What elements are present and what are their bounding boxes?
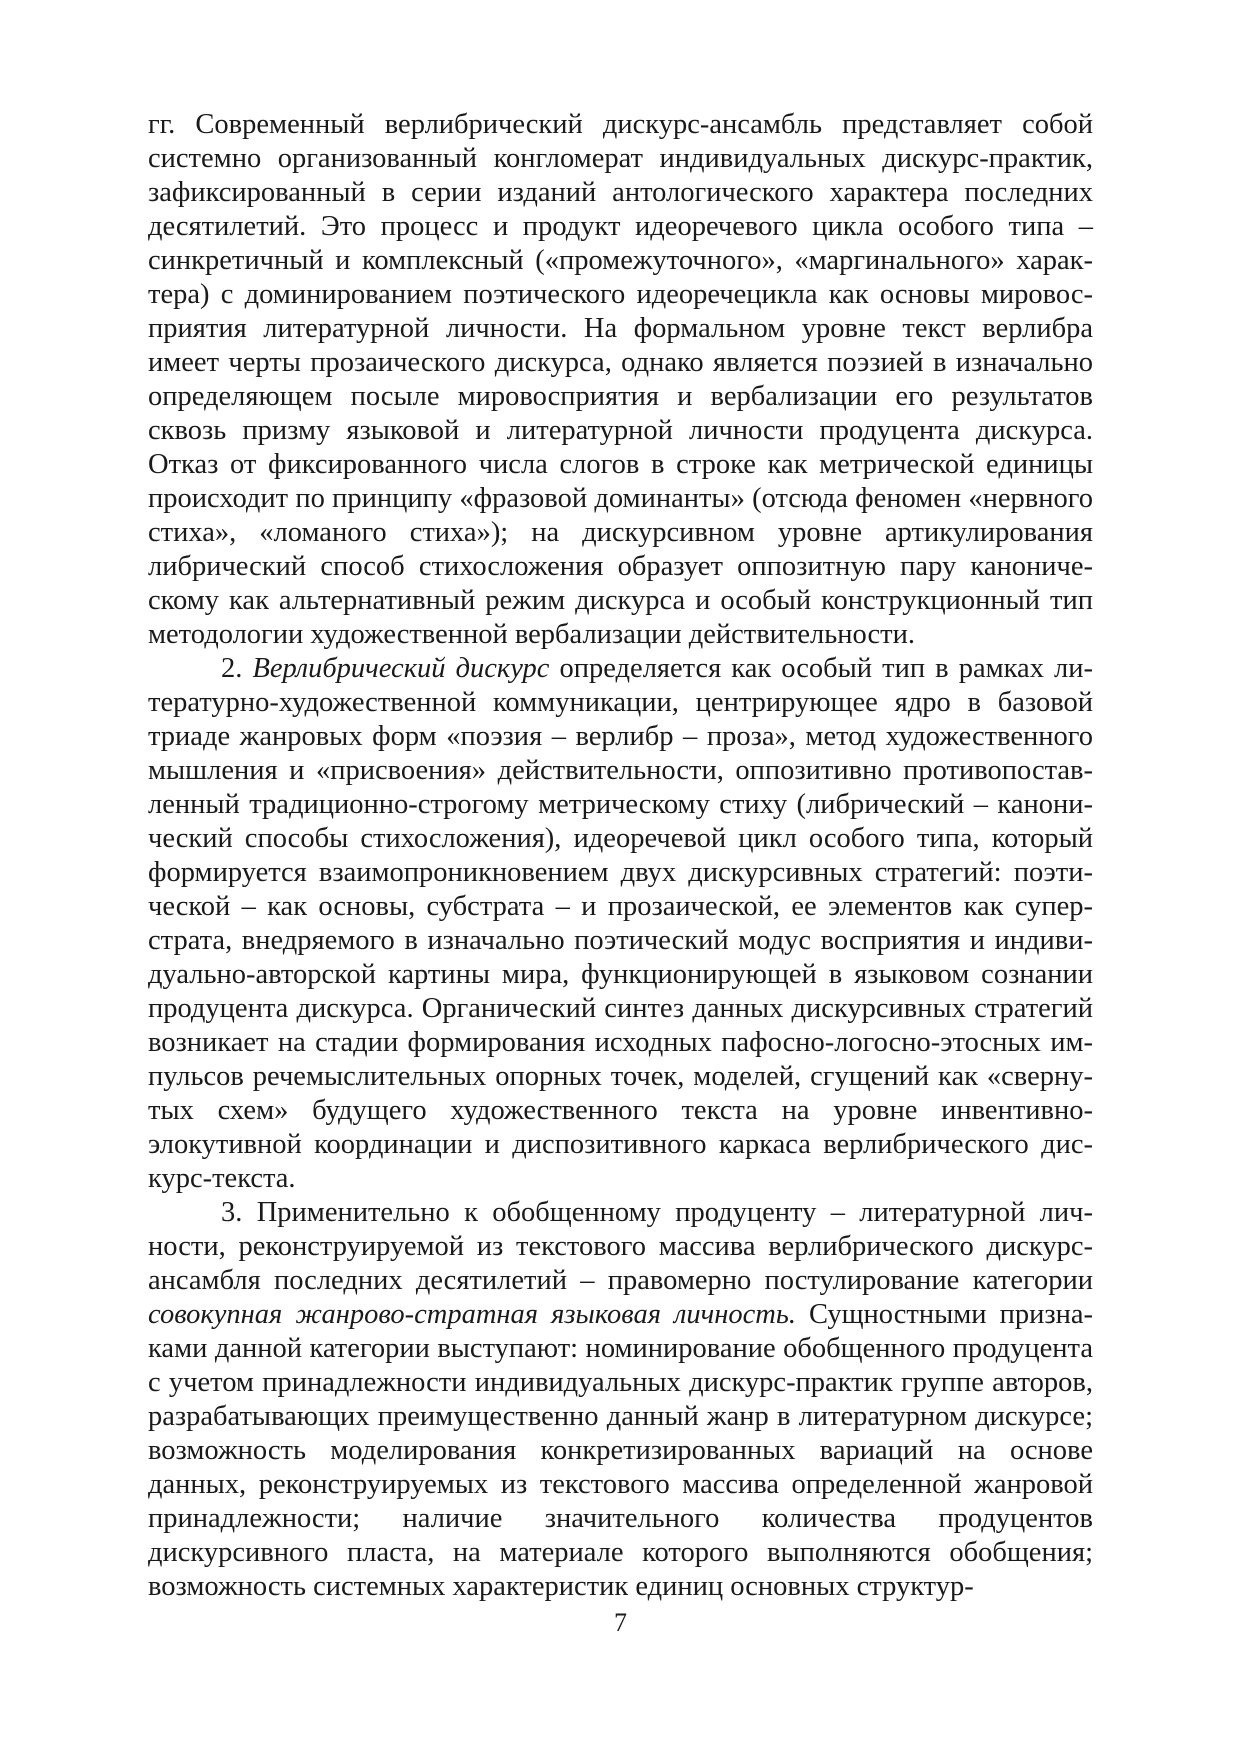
paragraph-2-number: 2. (221, 653, 253, 684)
paragraph-1 (148, 108, 1093, 652)
paragraph-2-text: определяется как особый тип в рамках литературно-художественной коммуникации, центрирующее ядро в базовой триаде жанровых форм «поэзия – верлибр – проза», метод художественного мышления и «присвоения» действительности, оппозитивно противопоставленный традиционно-строгому метрическому стиху (либрический – канонический способы стихосложения), идеоречевой цикл особого типа, который формируется взаимопроникновением двух дискурсивных стратегий: поэтической – как основы, субстрата – и прозаической, ее элементов как суперстрата, внедряемого в изначально поэтический модус восприятия и индивидуально-авторской картины мира, функционирующей в языковом сознании продуцента дискурса. Органический синтез данных дискурсивных стратегий возникает на стадии формирования исходных пафосно-логосно-этосных импульсов речемыслительных опорных точек, моделей, сгущений как «свернутых схем» будущего художественного текста на уровне инвентивноэлокутивной координации и диспозитивного каркаса верлибрического дискурс-текста. (148, 653, 1093, 1194)
paragraph-2 (148, 652, 1093, 1196)
paragraph-3-term: совокупная жанрово-стратная языковая личность. (148, 1299, 796, 1330)
paragraph-3-text-end: Сущностными признаками данной категории выступают: номинирование обобщенного продуцента с учетом принадлежности индивидуальных дискурс-практик группе авторов, разрабатывающих преимущественно данный жанр в литературном дискурсе; возможность моделирования конкретизированных вариаций на основе данных, реконструируемых из текстового массива определенной жанровой принадлежности; наличие значительного количества продуцентов дискурсивного пласта, на материале которого выполняются обобщения; возможность системных характеристик единиц основных структур- (148, 1299, 1093, 1602)
paragraph-3 (148, 1196, 1093, 1604)
paragraph-3-text-start: 3. Применительно к обобщенному продуценту – литературной личности, реконструируемой из текстового массива верлибрического дискурс-ансамбля последних десятилетий – правомерно постулирование категории (148, 1197, 1093, 1296)
page-body (148, 108, 1093, 1604)
paragraph-1-text: гг. Современный верлибрический дискурс-ансамбль представляет собой системно организованный конгломерат индивидуальных дискурс-практик, зафиксированный в серии изданий антологического характера последних десятилетий. Это процесс и продукт идеоречевого цикла особого типа – синкретичный и комплексный («промежуточного», «маргинального» характера) с доминированием поэтического идеоречецикла как основы мировосприятия литературной личности. На формальном уровне текст верлибра имеет черты прозаического дискурса, однако является поэзией в изначально определяющем посыле мировосприятия и вербализации его результатов сквозь призму языковой и литературной личности продуцента дискурса. Отказ от фиксированного числа слогов в строке как метрической единицы происходит по принципу «фразовой доминанты» (отсюда феномен «нервного стиха», «ломаного стиха»); на дискурсивном уровне артикулирования либрический способ стихосложения образует оппозитную пару каноническому как альтернативный режим дискурса и особый конструкционный тип методологии художественной вербализации действительности. (148, 109, 1093, 650)
page-number: 7 (614, 1608, 627, 1637)
paragraph-2-term: Верлибрический дискурс (252, 653, 550, 684)
